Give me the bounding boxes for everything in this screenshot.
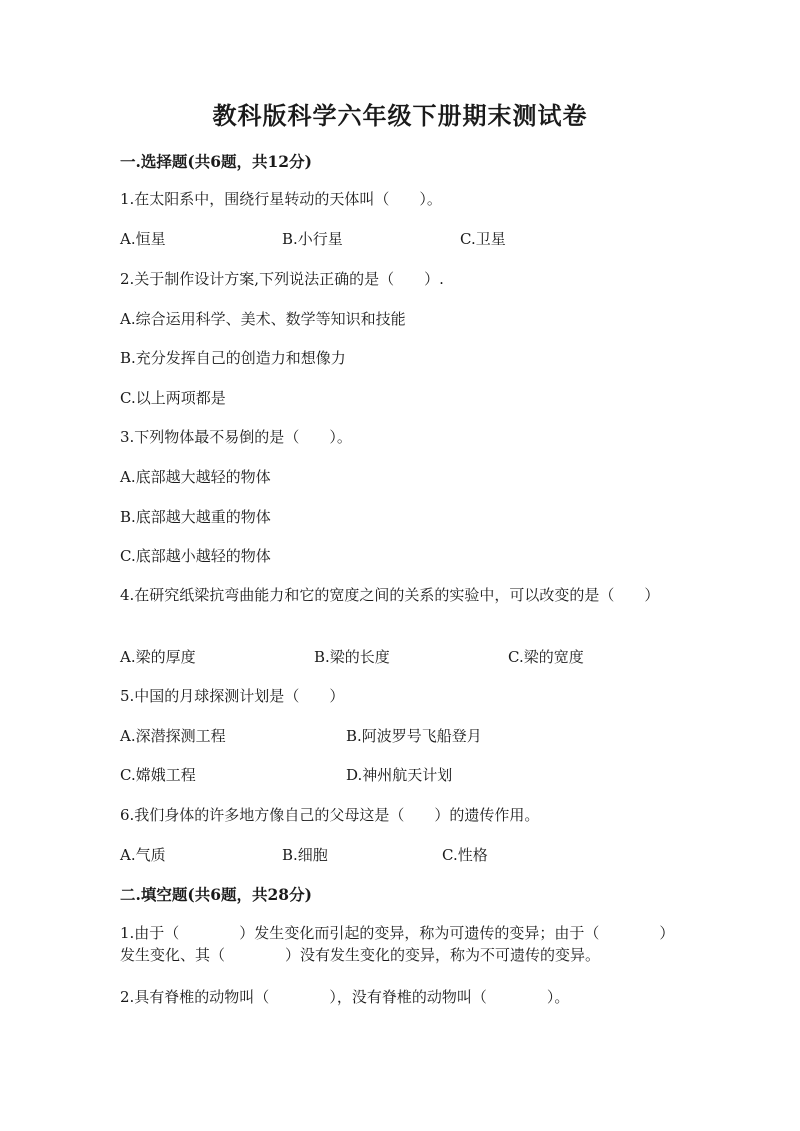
option: C.底部越小越轻的物体 [120,547,271,565]
option: A.底部越大越轻的物体 [120,468,271,486]
section-heading-fill: 二.填空题(共6题，共28分) [120,885,312,904]
option: C.性格 [442,846,488,864]
question-stem: 5.中国的月球探测计划是（ ） [120,687,345,705]
option: C.嫦娥工程 [120,766,196,784]
question-stem: 2.具有脊椎的动物叫（ ），没有脊椎的动物叫（ ）。 [120,988,570,1006]
question-stem: 1.由于（ ）发生变化而引起的变异，称为可遗传的变异；由于（ ）发生变化、其（ ）没有发生变化的变异，称为不可遗传的变异。 [120,924,675,964]
option: A.气质 [120,846,166,864]
option: B.底部越大越重的物体 [120,508,271,526]
question-stem: 2.关于制作设计方案,下列说法正确的是（ ）. [120,270,444,288]
option: A.恒星 [120,230,166,248]
page-title: 教科版科学六年级下册期末测试卷 [212,101,588,130]
section-heading-choice: 一.选择题(共6题，共12分) [120,152,312,171]
option: D.神州航天计划 [346,766,453,784]
option: C.以上两项都是 [120,389,226,407]
option: B.细胞 [282,846,328,864]
option: B.阿波罗号飞船登月 [346,727,482,745]
question-stem: 3.下列物体最不易倒的是（ ）。 [120,428,352,446]
question-stem: 4.在研究纸梁抗弯曲能力和它的宽度之间的关系的实验中，可以改变的是（ ） [120,586,660,604]
question-stem: 1.在太阳系中，围绕行星转动的天体叫（ ）。 [120,190,442,208]
option: C.卫星 [460,230,506,248]
option: A.综合运用科学、美术、数学等知识和技能 [120,310,406,328]
option: B.梁的长度 [314,648,390,666]
option: B.充分发挥自己的创造力和想像力 [120,349,346,367]
option: B.小行星 [282,230,343,248]
question-stem: 6.我们身体的许多地方像自己的父母这是（ ）的遗传作用。 [120,806,540,824]
option: A.深潜探测工程 [120,727,226,745]
option: A.梁的厚度 [120,648,196,666]
option: C.梁的宽度 [508,648,584,666]
